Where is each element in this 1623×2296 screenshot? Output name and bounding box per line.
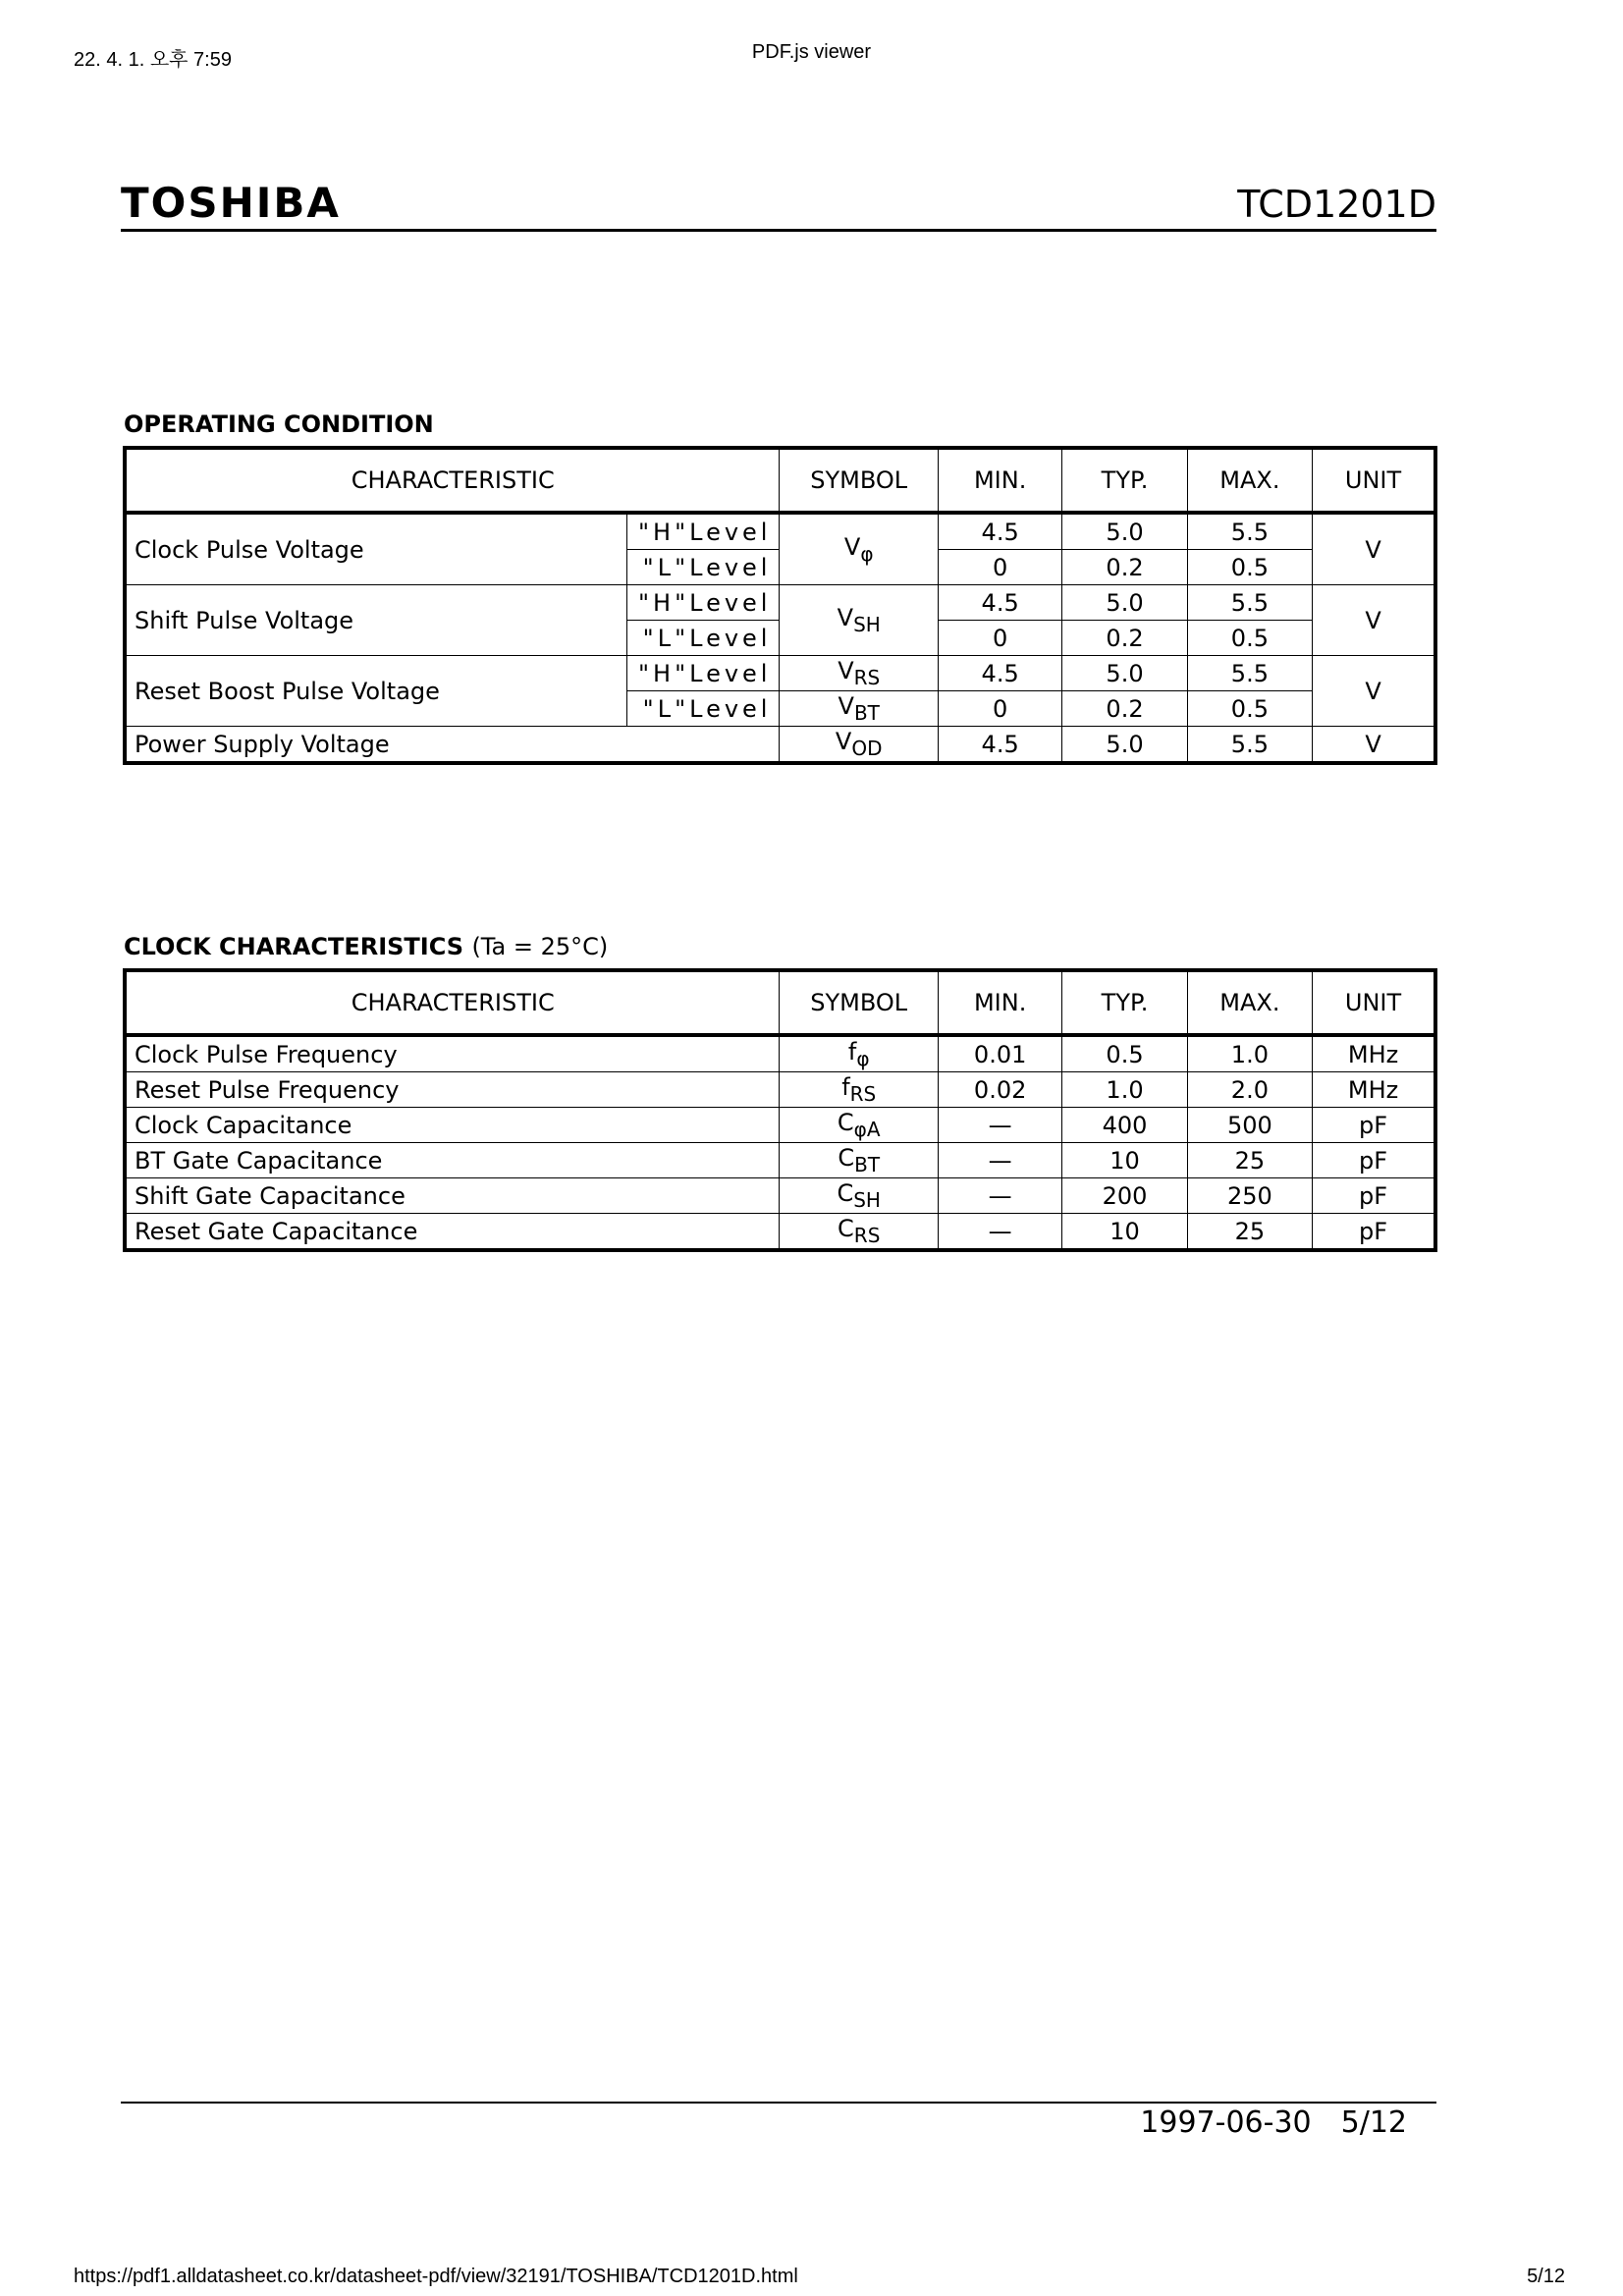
min-value: 0.02: [938, 1072, 1061, 1108]
min-value: 0.01: [938, 1035, 1061, 1072]
symbol-base: C: [838, 1144, 855, 1172]
max-value: 5.5: [1187, 513, 1312, 550]
clock-characteristics-title: [124, 933, 608, 960]
typ-value: 5.0: [1062, 727, 1187, 764]
symbol-cell: [780, 585, 938, 656]
symbol-base: V: [837, 604, 854, 631]
table-row: [125, 656, 1435, 691]
unit-value: pF: [1313, 1214, 1435, 1251]
min-value: 0: [938, 550, 1061, 585]
level-l: "L"Level: [627, 550, 780, 585]
max-value: 1.0: [1187, 1035, 1312, 1072]
row-name: Reset Pulse Frequency: [125, 1072, 780, 1108]
symbol-base: V: [838, 692, 854, 720]
clock-title-condition: (Ta = 25°C): [471, 933, 609, 960]
symbol-cell: [780, 656, 938, 691]
min-value: 0: [938, 621, 1061, 656]
print-title: PDF.js viewer: [751, 41, 872, 63]
doc-page: 5/12: [1340, 2105, 1407, 2140]
symbol-cell: [780, 691, 938, 727]
row-name: BT Gate Capacitance: [125, 1143, 780, 1178]
symbol-sub: RS: [849, 1082, 877, 1106]
max-value: 500: [1187, 1108, 1312, 1143]
header-symbol: SYMBOL: [780, 448, 938, 513]
min-value: —: [938, 1108, 1061, 1143]
operating-condition-table: [123, 446, 1437, 765]
symbol-sub: RS: [853, 1224, 881, 1247]
table-row: [125, 1214, 1435, 1251]
symbol-sub: φ: [856, 1047, 870, 1070]
table-row: [125, 1035, 1435, 1072]
typ-value: 200: [1062, 1178, 1187, 1214]
symbol-base: V: [838, 657, 854, 684]
header-unit: UNIT: [1313, 448, 1435, 513]
header-max: MAX.: [1187, 448, 1312, 513]
symbol-sub: BT: [853, 701, 880, 725]
table-row: [125, 1143, 1435, 1178]
level-h: "H"Level: [627, 656, 780, 691]
typ-value: 5.0: [1062, 513, 1187, 550]
unit-value: V: [1313, 656, 1435, 727]
print-datetime: 22. 4. 1. 오후 7:59: [74, 49, 232, 71]
operating-condition-title: OPERATING CONDITION: [124, 410, 434, 438]
clock-title-text: CLOCK CHARACTERISTICS: [124, 933, 464, 960]
max-value: 5.5: [1187, 727, 1312, 764]
max-value: 25: [1187, 1143, 1312, 1178]
max-value: 0.5: [1187, 550, 1312, 585]
max-value: 25: [1187, 1214, 1312, 1251]
unit-value: MHz: [1313, 1035, 1435, 1072]
max-value: 0.5: [1187, 621, 1312, 656]
table-row: [125, 585, 1435, 621]
symbol-base: f: [841, 1073, 850, 1101]
symbol-base: C: [837, 1109, 854, 1136]
symbol-sub: SH: [853, 1188, 881, 1212]
min-value: 4.5: [938, 585, 1061, 621]
min-value: 4.5: [938, 656, 1061, 691]
typ-value: 0.2: [1062, 550, 1187, 585]
level-l: "L"Level: [627, 691, 780, 727]
max-value: 0.5: [1187, 691, 1312, 727]
symbol-cell: [780, 1072, 938, 1108]
min-value: 4.5: [938, 513, 1061, 550]
max-value: 2.0: [1187, 1072, 1312, 1108]
typ-value: 5.0: [1062, 656, 1187, 691]
header-rule: [121, 229, 1436, 232]
print-url: https://pdf1.alldatasheet.co.kr/datasheet-pdf/view/32191/TOSHIBA/TCD1201D.html: [74, 2266, 798, 2287]
symbol-cell: [780, 1108, 938, 1143]
unit-value: pF: [1313, 1143, 1435, 1178]
row-name: Clock Pulse Frequency: [125, 1035, 780, 1072]
symbol-cell: [780, 1178, 938, 1214]
header-characteristic: CHARACTERISTIC: [125, 970, 780, 1035]
unit-value: pF: [1313, 1108, 1435, 1143]
row-name: Shift Gate Capacitance: [125, 1178, 780, 1214]
table-header-row: [125, 970, 1435, 1035]
doc-date: 1997-06-30: [1140, 2105, 1312, 2140]
typ-value: 0.5: [1062, 1035, 1187, 1072]
unit-value: V: [1313, 727, 1435, 764]
symbol-sub: φ: [860, 542, 874, 566]
table-row: [125, 513, 1435, 550]
row-name: Clock Pulse Voltage: [125, 513, 627, 585]
header-min: MIN.: [938, 448, 1061, 513]
symbol-base: V: [835, 728, 852, 755]
typ-value: 0.2: [1062, 621, 1187, 656]
header-min: MIN.: [938, 970, 1061, 1035]
header-typ: TYP.: [1062, 970, 1187, 1035]
typ-value: 10: [1062, 1143, 1187, 1178]
symbol-cell: [780, 1214, 938, 1251]
max-value: 250: [1187, 1178, 1312, 1214]
clock-characteristics-table: [123, 968, 1437, 1252]
typ-value: 10: [1062, 1214, 1187, 1251]
print-page-number: 5/12: [1527, 2266, 1565, 2287]
max-value: 5.5: [1187, 656, 1312, 691]
header-max: MAX.: [1187, 970, 1312, 1035]
symbol-cell: [780, 513, 938, 585]
typ-value: 1.0: [1062, 1072, 1187, 1108]
symbol-cell: [780, 727, 938, 764]
symbol-cell: [780, 1143, 938, 1178]
row-name: Shift Pulse Voltage: [125, 585, 627, 656]
symbol-sub: OD: [851, 737, 883, 760]
table-row: [125, 727, 1435, 764]
max-value: 5.5: [1187, 585, 1312, 621]
table-row: [125, 1178, 1435, 1214]
unit-value: pF: [1313, 1178, 1435, 1214]
unit-value: V: [1313, 585, 1435, 656]
row-name: Reset Boost Pulse Voltage: [125, 656, 627, 727]
min-value: —: [938, 1143, 1061, 1178]
min-value: 4.5: [938, 727, 1061, 764]
brand-logo: TOSHIBA: [121, 179, 341, 227]
typ-value: 400: [1062, 1108, 1187, 1143]
row-name: Power Supply Voltage: [125, 727, 780, 764]
table-row: [125, 1108, 1435, 1143]
symbol-cell: [780, 1035, 938, 1072]
symbol-sub: SH: [853, 613, 881, 636]
header-characteristic: CHARACTERISTIC: [125, 448, 780, 513]
table-header-row: [125, 448, 1435, 513]
row-name: Clock Capacitance: [125, 1108, 780, 1143]
symbol-sub: φA: [853, 1118, 881, 1141]
level-h: "H"Level: [627, 585, 780, 621]
min-value: 0: [938, 691, 1061, 727]
typ-value: 5.0: [1062, 585, 1187, 621]
header-typ: TYP.: [1062, 448, 1187, 513]
row-name: Reset Gate Capacitance: [125, 1214, 780, 1251]
symbol-base: f: [847, 1038, 857, 1066]
min-value: —: [938, 1178, 1061, 1214]
unit-value: MHz: [1313, 1072, 1435, 1108]
min-value: —: [938, 1214, 1061, 1251]
symbol-sub: RS: [853, 666, 881, 689]
symbol-base: C: [837, 1179, 854, 1207]
typ-value: 0.2: [1062, 691, 1187, 727]
table-row: [125, 1072, 1435, 1108]
symbol-sub: BT: [854, 1153, 881, 1176]
part-number: TCD1201D: [1237, 183, 1436, 226]
unit-value: V: [1313, 513, 1435, 585]
symbol-base: V: [843, 533, 861, 561]
symbol-base: C: [838, 1215, 854, 1242]
header-unit: UNIT: [1313, 970, 1435, 1035]
footer-rule: [121, 2102, 1436, 2104]
header-symbol: SYMBOL: [780, 970, 938, 1035]
level-l: "L"Level: [627, 621, 780, 656]
level-h: "H"Level: [627, 513, 780, 550]
doc-footer: [1110, 2105, 1407, 2140]
